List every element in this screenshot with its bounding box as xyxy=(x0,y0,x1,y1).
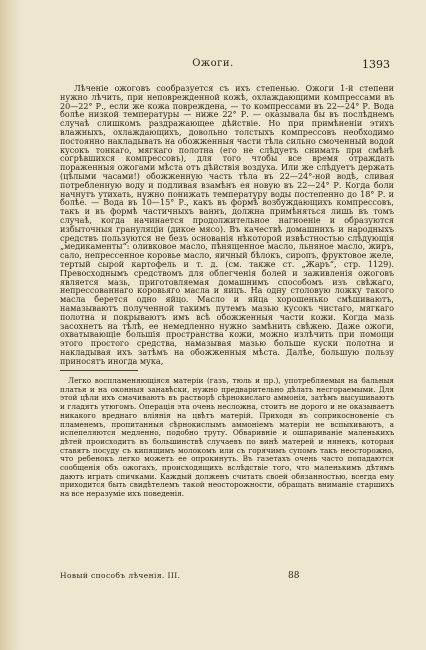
footnote-rule xyxy=(60,370,138,371)
page-number: 1393 xyxy=(362,58,390,71)
footnote xyxy=(60,377,394,499)
page-footer xyxy=(60,571,390,583)
page-header xyxy=(0,58,426,70)
sheet-number: 88 xyxy=(288,571,300,581)
body-paragraph: Лѣченіе ожоговъ сообразуется съ ихъ степенью. Ожоги 1-й степени нужно лѣчить, при неповрежденной кожѣ, охлаждающими компрессами въ 20—22° Р., если же кожа повреждена, — то компрессами въ 22—24° Р. Вода болѣе низкой температуры — ниже 22° Р. — оказывала бы въ послѣднемъ случаѣ слишкомъ раздражающее дѣйствіе. Но при примѣненіи этихъ влажныхъ, охлаждающихъ, довольно толстыхъ компрессовъ необходимо постоянно накладывать на обожженныя части тѣла сильно смоченный водой кусокъ тонкаго, мягкаго полотна (его не слѣдуетъ снимать при смѣнѣ согрѣвшихся компрессовъ), для того чтобы все время отраждать пораженныя ожогами мѣста отъ дѣйствія воздуха. Или же слѣдуетъ держать (цѣлыми часами!) обожженную часть тѣла въ 22—24°-ной водѣ, сливая потребленную воду и подливая взамѣнъ ея новую въ 22—24° Р. Когда боли начнутъ утихать, нужно понижать температуру воды постепенно до 18° Р. и болѣе. — Вода въ 10—15° Р., какъ въ формѣ возбуждающихъ компрессовъ, такъ и въ формѣ частичныхъ ваннъ, должна примѣняться лишь въ томъ случаѣ, когда начинается продолжительное нагноеніе и образуются избыточныя грануляціи (дикое мясо). Въ качествѣ домашнихъ и народныхъ средствъ пользуются не безъ основанія нѣкоторой извѣстностью слѣдующія „медикаменты“: оливковое масло, пѣнященное масло, льняное масло, жиръ, сало, непрессенное коровье масло, яичный бѣлокъ, сиропъ, фруктовое желе, тертый сырой картофель и т. д. (см. также ст. „Жаръ“, стр. 1129). Превосходнымъ средствомъ для облегченія болей и заживленія ожоговъ является мазь, приготовляемая домашнимъ способомъ изъ свѣжаго, непрессованнаго коровьяго масла и яицъ. На одну столовую ложку такого масла берется одно яйцо. Масло и яйца хорошенько смѣшиваютъ, намазываютъ полученной такимъ путемъ мазью кусокъ чистаго, мягкаго полотна и покрываютъ имъ всѣ обожженныя части кожи. Когда мазь засохнетъ на тѣлѣ, ее немедленно нужно замѣнить свѣжею. Даже ожоги, охватывающіе большія пространства кожи, можно излѣчить при помощи этого простого средства, намазывая мазью больше куски полотна и накладывая ихъ затѣмъ на обожженныя мѣста. Далѣе, большую пользу приносятъ иногда мука, xyxy=(60,84,394,366)
footnote-paragraph: Легко воспламеняющіяся матеріи (газъ, тюль и пр.), употребляемыя на бальныя платья и на оконныя занавѣски, нужно предварительно дѣлать несгораемыми. Для этой цѣли ихъ смачиваютъ въ растворѣ сѣрнокислаго аммонія, затѣмъ высушиваютъ и гладятъ утюгомъ. Операція эта очень несложна, стоитъ не дорого и не оказываетъ никакого вреднаго вліянія на цвѣтъ матерій. Приходя въ соприкосновеніе съ пламенемъ, пропитанныя сѣрнокислымъ аммоніемъ матеріи не вспыхиваютъ, а испепеляются медленно, подобно труту. Обваривніе и ошпариваніе маленькихъ дѣтей происходитъ въ большинствѣ случаевъ по винѣ матерей и нянекъ, которыя ставятъ посуду съ кипящимъ молокомъ или съ горячимъ супомъ такъ неосторожно, что ребенокъ легко можетъ ее опрокинуть. Въ газетахъ очень часто попадаются сообщенія объ ожогахъ, происходящихъ вслѣдствіе того, что маленькимъ дѣтямъ даютъ играть спичками. Каждый долженъ считать своей обязанностью, всегда ему приходится быть свидѣтелемъ такой неосторожности, обращать вниманіе старшихъ на все неразуміе ихъ поведенія. xyxy=(60,376,394,499)
footer-book-title: Новый способъ лѣченія. III. xyxy=(60,571,181,580)
main-text xyxy=(60,85,394,367)
page-gutter-shadow xyxy=(0,0,20,650)
running-head: Ожоги. xyxy=(192,58,234,69)
